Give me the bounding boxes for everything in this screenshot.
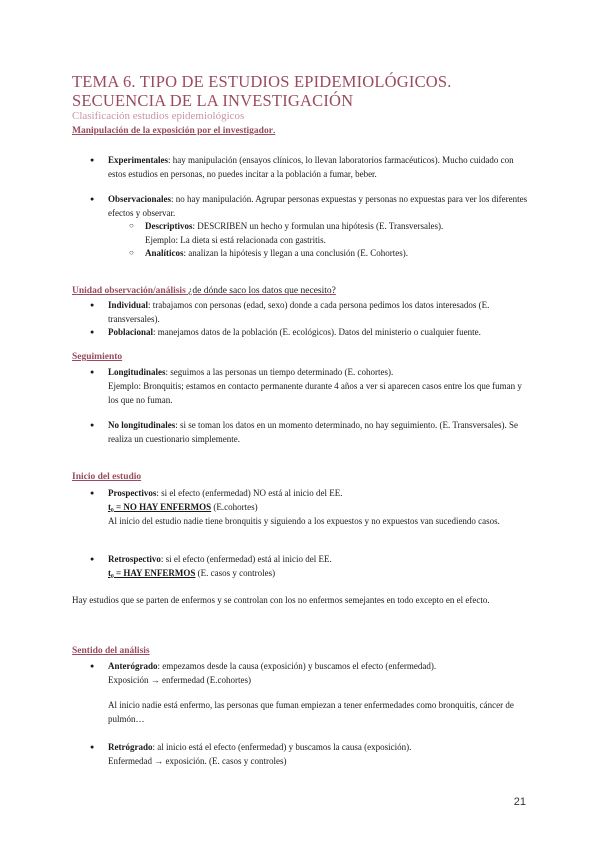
flow: Enfermedad → exposición. (E. casos y controles) [108, 756, 287, 766]
heading-unidad [72, 286, 336, 296]
anterogrado-example: Al inicio nadie está enfermo, las personas que fuman empiezan a tener enfermedades como bronquitis, cáncer de pulmón… [108, 700, 514, 724]
heading-question: ¿de dónde saco los datos que necesito? [185, 286, 336, 296]
subbullet-analiticos [145, 246, 530, 260]
t0-note: (E.cohortes) [211, 502, 258, 512]
term: Poblacional [108, 327, 154, 337]
heading-dot: . [272, 126, 276, 136]
term: Individual [108, 300, 149, 310]
term: Experimentales [108, 155, 168, 165]
bullet-individual [108, 298, 528, 326]
definition: : hay manipulación (ensayos clínicos, lo llevan laboratorios farmacéuticos). Mucho cuidado con estos estudios en personas, no puedes incitar a la población a fumar, beber. [108, 155, 514, 179]
t0-label: t₀ = HAY ENFERMOS [108, 568, 196, 578]
definition: : si el efecto (enfermedad) NO está al inicio del EE. [156, 488, 343, 498]
definition: : si el efecto (enfermedad) está al inicio del EE. [160, 554, 332, 564]
definition: : trabajamos con personas (edad, sexo) donde a cada persona pedimos los datos interesados (E. transversales). [108, 300, 490, 324]
bullet-retrospectivo [108, 552, 528, 580]
bullet-observacionales [108, 192, 528, 220]
heading-text: Unidad observación/análisis [72, 286, 186, 296]
definition: : empezamos desde la causa (exposición) y buscamos el efecto (enfermedad). [157, 661, 437, 671]
heading-seguimiento: Seguimiento [72, 352, 123, 362]
heading-sentido: Sentido del análisis [72, 646, 150, 656]
term: Analíticos [145, 248, 184, 258]
page-number: 21 [513, 796, 526, 808]
heading-text: Manipulación de la exposición por el investigador [72, 126, 273, 136]
definition: : analizan la hipótesis y llegan a una conclusión (E. Cohortes). [183, 248, 408, 258]
section-subtitle: Clasificación estudios epidemiológicos [72, 110, 245, 122]
term: Descriptivos [145, 221, 193, 231]
term: Prospectivos [108, 488, 157, 498]
t0-note: (E. casos y controles) [195, 568, 276, 578]
t0-label: t₀ = NO HAY ENFERMOS [108, 502, 212, 512]
term: Retrospectivo [108, 554, 161, 564]
heading-inicio: Inicio del estudio [72, 472, 142, 482]
term: Retrógrado [108, 742, 153, 752]
bullet-prospectivos [108, 486, 528, 528]
term: Longitudinales [108, 367, 166, 377]
definition: : seguimos a las personas un tiempo determinado (E. cohortes). [165, 367, 394, 377]
page-title: TEMA 6. TIPO DE ESTUDIOS EPIDEMIOLÓGICOS. SECUENCIA DE LA INVESTIGACIÓN [72, 72, 452, 110]
term: Anterógrado [108, 661, 158, 671]
bullet-poblacional [108, 325, 528, 339]
term: Observacionales [108, 194, 171, 204]
bullet-longitudinales [108, 365, 528, 407]
definition: : manejamos datos de la población (E. ecológicos). Datos del ministerio o cualquier fuente. [153, 327, 481, 337]
example: Ejemplo: La dieta si está relacionada con gastritis. [145, 235, 326, 245]
example: Ejemplo: Bronquitis; estamos en contacto permanente durante 4 años a ver si aparecen casos entre los que fuman y los que no fuman. [108, 381, 522, 405]
heading-manipulacion [72, 126, 275, 136]
bullet-experimentales [108, 153, 528, 181]
definition: : DESCRIBEN un hecho y formulan una hipótesis (E. Transversales). [192, 221, 444, 231]
definition: : al inicio está el efecto (enfermedad) y buscamos la causa (exposición). [152, 742, 412, 752]
note-paragraph: Hay estudios que se parten de enfermos y se controlan con los no enfermos semejantes en todo excepto en el efecto. [72, 595, 490, 605]
bullet-no-longitudinales [108, 418, 528, 446]
bullet-retrogrado [108, 740, 528, 768]
flow: Exposición → enfermedad (E.cohortes) [108, 675, 251, 685]
term: No longitudinales [108, 420, 176, 430]
bullet-anterogrado [108, 659, 528, 687]
definition: : si se toman los datos en un momento determinado, no hay seguimiento. (E. Transversales). Se realiza un cuestionario simplemente. [108, 420, 518, 444]
subbullet-descriptivos [145, 219, 530, 247]
definition: : no hay manipulación. Agrupar personas expuestas y personas no expuestas para ver los diferentes efectos y observar. [108, 194, 528, 218]
example: Al inicio del estudio nadie tiene bronquitis y siguiendo a los expuestos y no expuestos van sucediendo casos. [108, 516, 500, 526]
